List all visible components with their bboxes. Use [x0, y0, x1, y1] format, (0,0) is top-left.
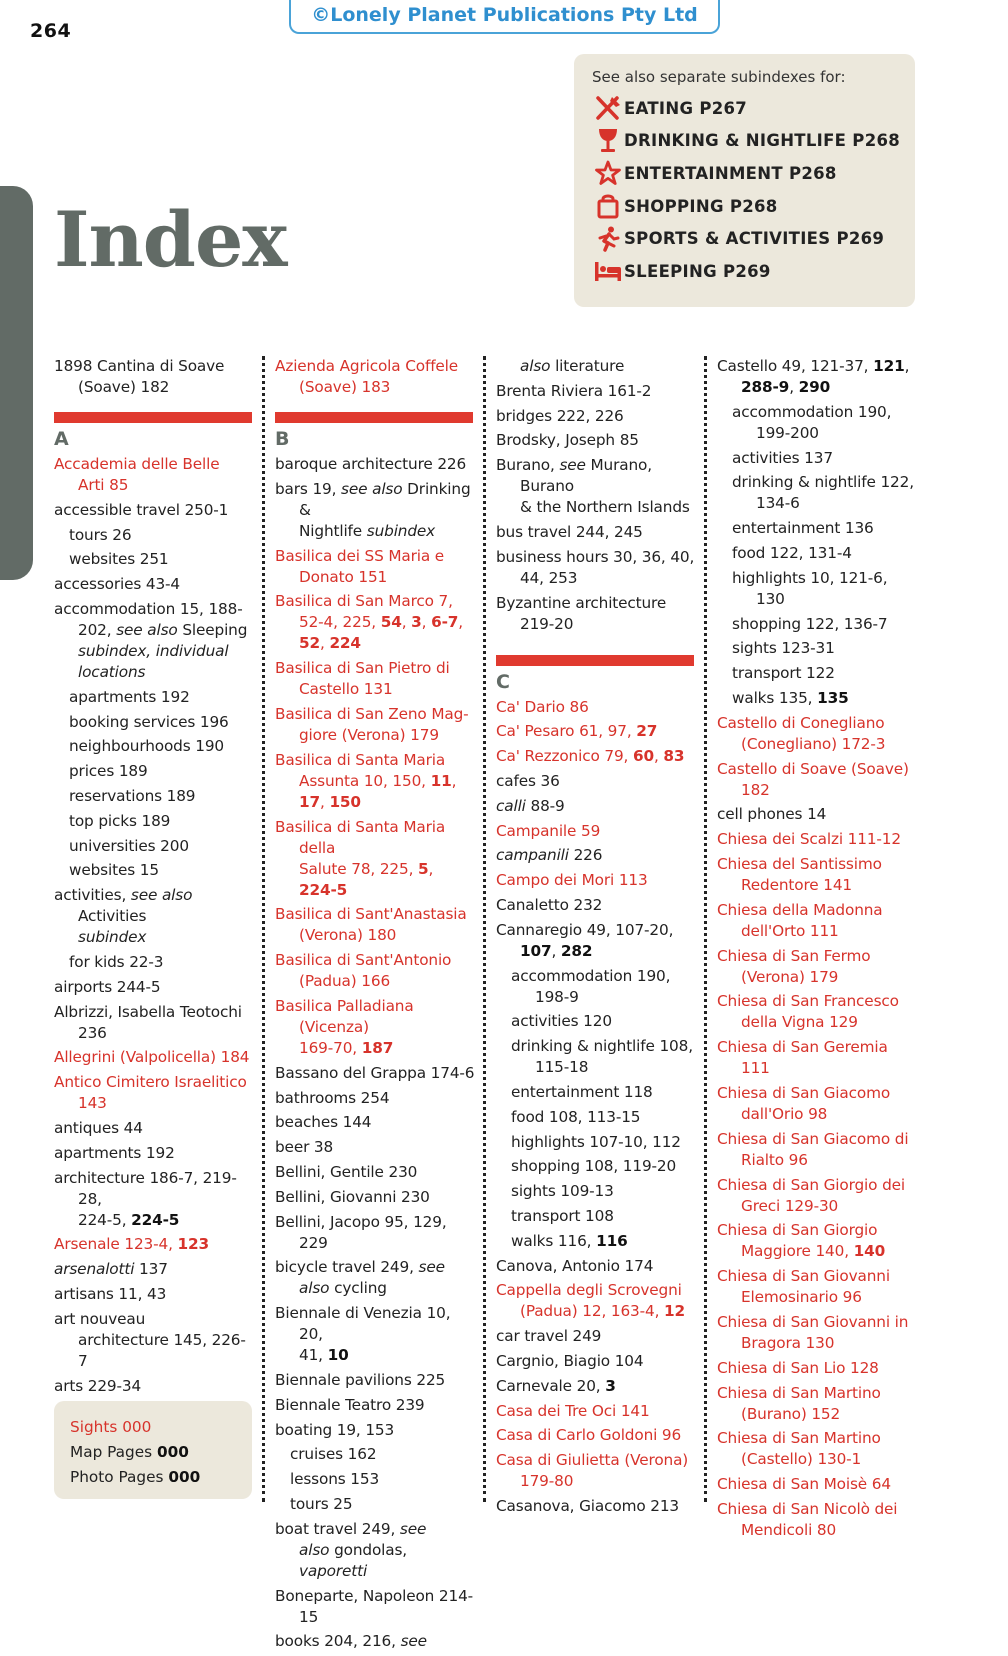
index-entry: antiques 44 — [54, 1118, 143, 1137]
index-entry[interactable]: Basilica di San Marco 7, 52-4, 225, 54, 3, 6-7, 52, 224 — [275, 592, 463, 653]
index-subentry: food 122, 131-4 — [732, 543, 852, 562]
index-subentry: for kids 22-3 — [69, 952, 164, 971]
letter-header-b — [275, 412, 475, 450]
index-entry: cell phones 14 — [717, 805, 827, 824]
index-entry: Byzantine architecture 219-20 — [496, 593, 667, 633]
index-entry: boating 19, 153 — [275, 1420, 395, 1439]
index-subentry: prices 189 — [69, 762, 148, 781]
index-entry: baroque architecture 226 — [275, 455, 467, 473]
index-entry[interactable]: Campo dei Mori 113 — [496, 871, 648, 890]
index-subentry: shopping 122, 136-7 — [732, 614, 888, 633]
index-entry[interactable]: Chiesa di San Lio 128 — [717, 1358, 879, 1377]
subindex-label: SLEEPING P269 — [624, 261, 771, 281]
letter-bar — [54, 412, 252, 423]
index-column-1 — [54, 356, 254, 1425]
index-entry[interactable]: Ca' Rezzonico 79, 60, 83 — [496, 747, 685, 766]
index-subentry: walks 116, 116 — [511, 1231, 628, 1250]
index-entry: calli 88-9 — [496, 796, 565, 815]
runner-icon — [592, 226, 624, 252]
index-entry: Brodsky, Joseph 85 — [496, 431, 639, 450]
index-entry: Albrizzi, Isabella Teotochi 236 — [54, 1002, 242, 1042]
index-entry[interactable]: Chiesa di San Francesco della Vigna 129 — [717, 992, 899, 1032]
index-subentry: highlights 107-10, 112 — [511, 1132, 681, 1151]
index-entry: apartments 192 — [54, 1143, 175, 1162]
index-entry: arts 229-34 — [54, 1376, 142, 1395]
index-entry[interactable]: Castello di Soave (Soave) 182 — [717, 759, 909, 799]
index-entry[interactable]: Basilica di Santa Maria Assunta 10, 150, 11, 17, 150 — [275, 750, 457, 811]
index-subentry: activities 120 — [511, 1012, 612, 1031]
index-column-4 — [717, 356, 917, 1545]
index-entry: business hours 30, 36, 40, 44, 253 — [496, 547, 695, 587]
index-entry: Bassano del Grappa 174-6 — [275, 1063, 475, 1082]
index-entry[interactable]: Chiesa di San Martino (Castello) 130-1 — [717, 1429, 881, 1469]
index-subentry: accommodation 190, 199-200 — [732, 402, 892, 442]
index-entry[interactable]: Chiesa di San Moisè 64 — [717, 1475, 891, 1494]
index-subentry: tours 26 — [69, 525, 132, 544]
index-subentry: apartments 192 — [69, 687, 190, 706]
index-entry: Biennale pavilions 225 — [275, 1370, 446, 1389]
subindex-box — [574, 54, 915, 307]
index-entry: boat travel 249, see also gondolas, vaporetti — [275, 1519, 427, 1580]
index-entry[interactable]: Chiesa di San Giorgio Maggiore 140, 140 — [717, 1221, 886, 1261]
index-entry: bicycle travel 249, see also cycling — [275, 1258, 445, 1298]
index-subentry: drinking & nightlife 122, 134-6 — [732, 473, 914, 513]
index-entry: beaches 144 — [275, 1113, 372, 1132]
index-entry: campanili 226 — [496, 846, 603, 865]
letter-bar — [496, 655, 694, 666]
index-subentry: tours 25 — [290, 1494, 353, 1513]
index-entry: accessories 43-4 — [54, 575, 181, 594]
index-subentry: booking services 196 — [69, 712, 229, 731]
index-entry[interactable]: Chiesa di San Martino (Burano) 152 — [717, 1383, 881, 1423]
index-entry[interactable]: Chiesa del Santissimo Redentore 141 — [717, 854, 882, 894]
subindex-shopping[interactable] — [592, 190, 915, 223]
subindex-label: DRINKING & NIGHTLIFE P268 — [624, 131, 901, 151]
index-subentry: top picks 189 — [69, 811, 171, 830]
index-subentry: walks 135, 135 — [732, 688, 849, 707]
subindex-label: SHOPPING P268 — [624, 196, 778, 216]
index-entry: Bellini, Gentile 230 — [275, 1162, 418, 1181]
index-entry-continued: also literature — [520, 357, 625, 375]
wine-glass-icon — [592, 128, 624, 154]
index-entry[interactable]: Basilica dei SS Maria e Donato 151 — [275, 546, 445, 586]
index-entry: accommodation 15, 188- 202, see also Sleeping subindex, individual locations — [54, 599, 248, 681]
index-entry: Biennale di Venezia 10, 20, 41, 10 — [275, 1304, 451, 1365]
index-entry[interactable]: Chiesa di San Giorgio dei Greci 129-30 — [717, 1175, 905, 1215]
column-divider — [704, 356, 707, 1502]
index-entry[interactable]: Antico Cimitero Israelitico 143 — [54, 1073, 247, 1113]
index-entry[interactable]: Basilica di San Pietro di Castello 131 — [275, 659, 450, 699]
index-entry[interactable]: Casa dei Tre Oci 141 — [496, 1401, 650, 1420]
index-entry: airports 244-5 — [54, 977, 161, 996]
index-entry[interactable]: Basilica Palladiana (Vicenza) 169-70, 187 — [275, 996, 414, 1057]
index-entry[interactable]: Azienda Agricola Coffele (Soave) 183 — [275, 357, 459, 396]
index-entry: Casanova, Giacomo 213 — [496, 1496, 680, 1515]
index-entry: Boneparte, Napoleon 214-15 — [275, 1586, 474, 1626]
index-entry: Cargnio, Biagio 104 — [496, 1351, 644, 1370]
index-entry: Biennale Teatro 239 — [275, 1395, 425, 1414]
letter-header-c — [496, 655, 696, 693]
index-subentry: websites 251 — [69, 550, 169, 569]
index-entry[interactable]: Ca' Dario 86 — [496, 697, 589, 716]
shopping-bag-icon — [592, 193, 624, 219]
subindex-label: EATING P267 — [624, 98, 748, 118]
index-entry: accessible travel 250-1 — [54, 500, 229, 519]
index-subentry: reservations 189 — [69, 786, 196, 805]
index-entry: bridges 222, 226 — [496, 406, 624, 425]
index-subentry: accommodation 190, 198-9 — [511, 966, 671, 1006]
subindex-intro: See also separate subindexes for: — [592, 68, 846, 86]
index-entry[interactable]: Accademia delle Belle Arti 85 — [54, 455, 220, 494]
index-subentry: sights 109-13 — [511, 1182, 614, 1201]
index-entry[interactable]: Allegrini (Valpolicella) 184 — [54, 1048, 250, 1067]
legend-sights: Sights 000 — [70, 1418, 152, 1436]
index-entry: Burano, see Murano, Burano & the Northern Islands — [496, 456, 690, 517]
subindex-label: ENTERTAINMENT P268 — [624, 163, 837, 183]
index-entry: bus travel 244, 245 — [496, 522, 643, 541]
index-entry[interactable]: Basilica di Sant'Antonio (Padua) 166 — [275, 951, 452, 991]
legend-photo-pages: Photo Pages 000 — [70, 1468, 201, 1486]
index-entry: activities, see also Activities subindex — [54, 886, 193, 947]
legend-box — [54, 1401, 252, 1499]
letter-label: C — [496, 670, 510, 693]
index-entry[interactable]: Casa di Carlo Goldoni 96 — [496, 1426, 682, 1445]
index-entry[interactable]: Chiesa di San Fermo (Verona) 179 — [717, 946, 871, 986]
index-entry[interactable]: Basilica di Santa Maria della Salute 78, 225, 5, 224-5 — [275, 817, 446, 899]
index-entry[interactable]: Basilica di San Zeno Mag- giore (Verona) 179 — [275, 704, 469, 744]
index-entry[interactable]: Chiesa di San Geremia 111 — [717, 1038, 888, 1078]
index-entry: Cannaregio 49, 107-20, 107, 282 — [496, 920, 674, 960]
index-entry: architecture 186-7, 219-28, 224-5, 224-5 — [54, 1168, 237, 1229]
index-entry[interactable]: Casa di Giulietta (Verona) 179-80 — [496, 1451, 689, 1491]
subindex-label: SPORTS & ACTIVITIES P269 — [624, 229, 885, 249]
index-entry[interactable]: Campanile 59 — [496, 821, 601, 840]
index-entry: Carnevale 20, 3 — [496, 1376, 616, 1395]
index-subentry: drinking & nightlife 108, 115-18 — [511, 1037, 693, 1077]
index-entry: Bellini, Giovanni 230 — [275, 1187, 430, 1206]
index-entry[interactable]: Chiesa di San Giacomo dall'Orio 98 — [717, 1083, 891, 1123]
index-entry: arsenalotti 137 — [54, 1260, 168, 1279]
index-entry[interactable]: Basilica di Sant'Anastasia (Verona) 180 — [275, 905, 467, 945]
index-entry: Brenta Riviera 161-2 — [496, 381, 652, 400]
index-subentry: lessons 153 — [290, 1470, 380, 1489]
index-entry: Castello 49, 121-37, 121, 288-9, 290 — [717, 357, 910, 396]
index-subentry: shopping 108, 119-20 — [511, 1157, 677, 1176]
index-entry[interactable]: Chiesa di San Giacomo di Rialto 96 — [717, 1129, 909, 1169]
index-entry[interactable]: Ca' Pesaro 61, 97, 27 — [496, 722, 658, 741]
column-divider — [262, 356, 265, 1502]
index-subentry: universities 200 — [69, 836, 189, 855]
subindex-sleeping[interactable] — [592, 255, 915, 288]
index-entry[interactable]: Chiesa della Madonna dell'Orto 111 — [717, 900, 883, 940]
page-number: 264 — [30, 20, 72, 42]
letter-bar — [275, 412, 473, 423]
subindex-drinking[interactable] — [592, 125, 915, 158]
index-entry: car travel 249 — [496, 1327, 602, 1346]
index-column-2 — [275, 356, 475, 1656]
index-entry: cafes 36 — [496, 771, 560, 790]
legend-map-pages: Map Pages 000 — [70, 1443, 189, 1461]
index-subentry: food 108, 113-15 — [511, 1107, 641, 1126]
index-entry: 1898 Cantina di Soave (Soave) 182 — [54, 357, 225, 396]
fork-knife-icon — [592, 95, 624, 121]
index-subentry: transport 108 — [511, 1206, 614, 1225]
column-divider — [483, 356, 486, 1502]
index-subentry: sights 123-31 — [732, 639, 835, 658]
side-tab — [0, 186, 33, 580]
index-entry[interactable]: Chiesa di San Giovanni Elemosinario 96 — [717, 1267, 890, 1307]
index-entry[interactable]: Chiesa di San Giovanni in Bragora 130 — [717, 1312, 909, 1352]
index-entry: artisans 11, 43 — [54, 1284, 167, 1303]
bed-icon — [592, 258, 624, 284]
index-subentry: cruises 162 — [290, 1445, 377, 1464]
index-entry: bathrooms 254 — [275, 1088, 390, 1107]
star-icon — [592, 160, 624, 186]
index-column-3 — [496, 356, 696, 1521]
subindex-sports[interactable] — [592, 222, 915, 255]
index-subentry: activities 137 — [732, 448, 833, 467]
index-entry: books 204, 216, see — [275, 1632, 427, 1651]
index-subentry: websites 15 — [69, 861, 159, 880]
letter-label: B — [275, 428, 290, 450]
index-entry[interactable]: Arsenale 123-4, 123 — [54, 1235, 209, 1254]
subindex-eating[interactable] — [592, 92, 915, 125]
index-subentry: entertainment 118 — [511, 1082, 653, 1101]
letter-header-a — [54, 412, 254, 450]
index-entry: bars 19, see also Drinking & Nightlife subindex — [275, 479, 471, 540]
index-entry[interactable]: Chiesa dei Scalzi 111-12 — [717, 830, 901, 849]
index-subentry: highlights 10, 121-6, 130 — [732, 568, 888, 608]
index-subentry: transport 122 — [732, 664, 835, 683]
index-entry[interactable]: Chiesa di San Nicolò dei Mendicoli 80 — [717, 1499, 898, 1539]
page-title: Index — [54, 195, 287, 284]
copyright-banner: ©Lonely Planet Publications Pty Ltd — [289, 0, 720, 34]
index-subentry: neighbourhoods 190 — [69, 737, 224, 756]
index-entry[interactable]: Cappella degli Scrovegni (Padua) 12, 163-4, 12 — [496, 1281, 686, 1321]
index-entry[interactable]: Castello di Conegliano (Conegliano) 172-3 — [717, 713, 886, 753]
index-entry: Bellini, Jacopo 95, 129, 229 — [275, 1212, 447, 1252]
letter-label: A — [54, 428, 69, 450]
index-entry: art nouveau architecture 145, 226-7 — [54, 1309, 246, 1370]
index-subentry: entertainment 136 — [732, 519, 874, 538]
subindex-entertainment[interactable] — [592, 157, 915, 190]
index-entry: Canaletto 232 — [496, 895, 603, 914]
index-entry: Canova, Antonio 174 — [496, 1256, 654, 1275]
index-entry: beer 38 — [275, 1138, 334, 1157]
